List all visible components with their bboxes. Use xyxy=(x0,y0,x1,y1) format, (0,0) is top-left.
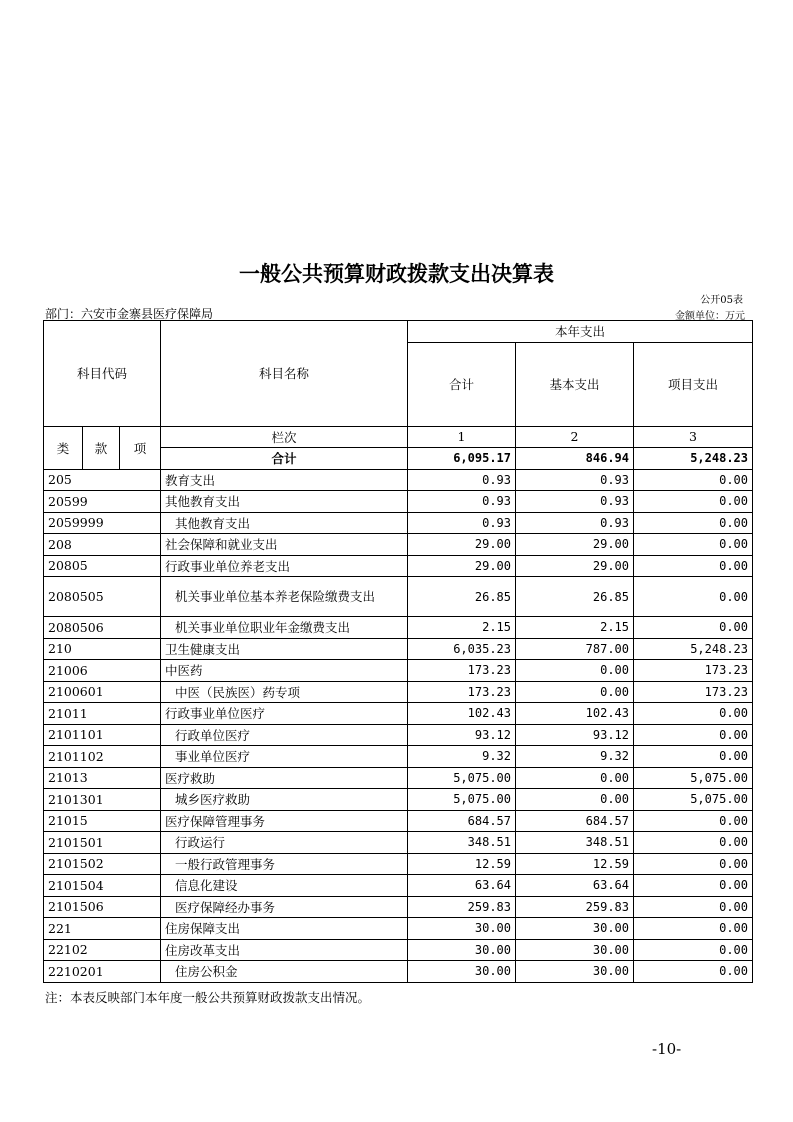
table-row xyxy=(44,469,753,491)
row-name: 住房公积金 xyxy=(161,961,408,983)
total-label: 合计 xyxy=(161,448,408,470)
table-row xyxy=(44,832,753,854)
header-xiang: 项 xyxy=(120,426,161,469)
row-name: 行政运行 xyxy=(161,832,408,854)
table-row xyxy=(44,961,753,983)
row-code: 2210201 xyxy=(44,961,161,983)
header-total: 合计 xyxy=(408,342,516,426)
header-basic: 基本支出 xyxy=(516,342,634,426)
table-row xyxy=(44,660,753,682)
row-project: 5,248.23 xyxy=(634,638,753,660)
table-row xyxy=(44,491,753,513)
row-code: 21015 xyxy=(44,810,161,832)
header-project: 项目支出 xyxy=(634,342,753,426)
row-basic: 787.00 xyxy=(516,638,634,660)
total-amount: 6,095.17 xyxy=(408,448,516,470)
header-column-no: 栏次 xyxy=(161,426,408,448)
row-total: 0.93 xyxy=(408,469,516,491)
header-subject-name: 科目名称 xyxy=(161,321,408,427)
row-basic: 684.57 xyxy=(516,810,634,832)
row-basic: 12.59 xyxy=(516,853,634,875)
column-number-2: 2 xyxy=(516,426,634,448)
table-row xyxy=(44,853,753,875)
row-basic: 2.15 xyxy=(516,617,634,639)
row-name: 事业单位医疗 xyxy=(161,746,408,768)
row-basic: 259.83 xyxy=(516,896,634,918)
row-name: 行政单位医疗 xyxy=(161,724,408,746)
row-basic: 0.93 xyxy=(516,512,634,534)
row-project: 0.00 xyxy=(634,703,753,725)
row-name: 一般行政管理事务 xyxy=(161,853,408,875)
row-basic: 26.85 xyxy=(516,577,634,617)
row-project: 0.00 xyxy=(634,961,753,983)
row-name: 住房改革支出 xyxy=(161,939,408,961)
table-row xyxy=(44,746,753,768)
form-number: 公开05表 xyxy=(700,295,743,306)
row-basic: 30.00 xyxy=(516,961,634,983)
row-basic: 29.00 xyxy=(516,555,634,577)
row-code: 2101502 xyxy=(44,853,161,875)
table-row xyxy=(44,939,753,961)
row-code: 2059999 xyxy=(44,512,161,534)
row-name: 机关事业单位职业年金缴费支出 xyxy=(161,617,408,639)
row-code: 2080506 xyxy=(44,617,161,639)
table-row xyxy=(44,896,753,918)
row-total: 93.12 xyxy=(408,724,516,746)
row-basic: 0.00 xyxy=(516,681,634,703)
row-total: 0.93 xyxy=(408,491,516,513)
row-code: 2100601 xyxy=(44,681,161,703)
page-number: -10- xyxy=(652,1040,682,1058)
row-project: 0.00 xyxy=(634,896,753,918)
row-name: 中医（民族医）药专项 xyxy=(161,681,408,703)
row-basic: 0.93 xyxy=(516,469,634,491)
row-code: 2101102 xyxy=(44,746,161,768)
header-subject-code: 科目代码 xyxy=(44,321,161,427)
row-code: 2101504 xyxy=(44,875,161,897)
row-total: 2.15 xyxy=(408,617,516,639)
row-basic: 93.12 xyxy=(516,724,634,746)
table-row xyxy=(44,534,753,556)
row-name: 其他教育支出 xyxy=(161,491,408,513)
row-code: 210 xyxy=(44,638,161,660)
table-row xyxy=(44,810,753,832)
row-name: 城乡医疗救助 xyxy=(161,789,408,811)
row-basic: 348.51 xyxy=(516,832,634,854)
row-code: 208 xyxy=(44,534,161,556)
row-basic: 0.00 xyxy=(516,767,634,789)
row-code: 21013 xyxy=(44,767,161,789)
row-total: 30.00 xyxy=(408,939,516,961)
row-project: 0.00 xyxy=(634,534,753,556)
row-code: 2101101 xyxy=(44,724,161,746)
table-row xyxy=(44,638,753,660)
row-code: 22102 xyxy=(44,939,161,961)
row-code: 2080505 xyxy=(44,577,161,617)
row-code: 20599 xyxy=(44,491,161,513)
row-project: 0.00 xyxy=(634,853,753,875)
row-project: 0.00 xyxy=(634,875,753,897)
row-total: 0.93 xyxy=(408,512,516,534)
row-basic: 102.43 xyxy=(516,703,634,725)
row-code: 21011 xyxy=(44,703,161,725)
row-total: 12.59 xyxy=(408,853,516,875)
row-name: 信息化建设 xyxy=(161,875,408,897)
row-project: 5,075.00 xyxy=(634,767,753,789)
table-row xyxy=(44,724,753,746)
header-current-year: 本年支出 xyxy=(408,321,753,343)
row-name: 住房保障支出 xyxy=(161,918,408,940)
row-code: 205 xyxy=(44,469,161,491)
table-row xyxy=(44,555,753,577)
table-row xyxy=(44,703,753,725)
row-name: 行政事业单位养老支出 xyxy=(161,555,408,577)
row-total: 173.23 xyxy=(408,681,516,703)
row-total: 348.51 xyxy=(408,832,516,854)
row-basic: 29.00 xyxy=(516,534,634,556)
row-basic: 30.00 xyxy=(516,939,634,961)
row-total: 30.00 xyxy=(408,961,516,983)
row-total: 5,075.00 xyxy=(408,789,516,811)
row-code: 21006 xyxy=(44,660,161,682)
row-total: 63.64 xyxy=(408,875,516,897)
row-project: 0.00 xyxy=(634,491,753,513)
row-total: 102.43 xyxy=(408,703,516,725)
row-basic: 9.32 xyxy=(516,746,634,768)
table-row xyxy=(44,577,753,617)
header-kuan: 款 xyxy=(83,426,120,469)
row-project: 0.00 xyxy=(634,724,753,746)
row-basic: 30.00 xyxy=(516,918,634,940)
amount-unit: 金额单位：万元 xyxy=(675,311,745,322)
total-basic: 846.94 xyxy=(516,448,634,470)
row-code: 20805 xyxy=(44,555,161,577)
row-name: 医疗救助 xyxy=(161,767,408,789)
total-project: 5,248.23 xyxy=(634,448,753,470)
row-total: 29.00 xyxy=(408,555,516,577)
expenditure-table xyxy=(43,320,753,983)
row-name: 医疗保障经办事务 xyxy=(161,896,408,918)
row-code: 2101301 xyxy=(44,789,161,811)
row-project: 173.23 xyxy=(634,681,753,703)
table-note: 注：本表反映部门本年度一般公共预算财政拨款支出情况。 xyxy=(45,990,371,1005)
row-code: 221 xyxy=(44,918,161,940)
row-project: 5,075.00 xyxy=(634,789,753,811)
row-name: 医疗保障管理事务 xyxy=(161,810,408,832)
row-project: 0.00 xyxy=(634,810,753,832)
column-number-1: 1 xyxy=(408,426,516,448)
row-total: 30.00 xyxy=(408,918,516,940)
row-project: 0.00 xyxy=(634,918,753,940)
row-total: 29.00 xyxy=(408,534,516,556)
row-project: 0.00 xyxy=(634,512,753,534)
row-name: 社会保障和就业支出 xyxy=(161,534,408,556)
row-project: 0.00 xyxy=(634,746,753,768)
row-basic: 0.93 xyxy=(516,491,634,513)
row-total: 9.32 xyxy=(408,746,516,768)
header-lei: 类 xyxy=(44,426,83,469)
table-row xyxy=(44,681,753,703)
row-name: 教育支出 xyxy=(161,469,408,491)
row-name: 机关事业单位基本养老保险缴费支出 xyxy=(161,577,408,617)
row-basic: 0.00 xyxy=(516,660,634,682)
row-name: 中医药 xyxy=(161,660,408,682)
row-project: 173.23 xyxy=(634,660,753,682)
row-basic: 0.00 xyxy=(516,789,634,811)
row-basic: 63.64 xyxy=(516,875,634,897)
row-name: 卫生健康支出 xyxy=(161,638,408,660)
row-project: 0.00 xyxy=(634,617,753,639)
row-project: 0.00 xyxy=(634,555,753,577)
row-project: 0.00 xyxy=(634,577,753,617)
table-row xyxy=(44,789,753,811)
row-project: 0.00 xyxy=(634,832,753,854)
row-code: 2101506 xyxy=(44,896,161,918)
table-row xyxy=(44,512,753,534)
row-project: 0.00 xyxy=(634,469,753,491)
row-name: 行政事业单位医疗 xyxy=(161,703,408,725)
row-total: 259.83 xyxy=(408,896,516,918)
row-total: 5,075.00 xyxy=(408,767,516,789)
column-number-3: 3 xyxy=(634,426,753,448)
row-total: 173.23 xyxy=(408,660,516,682)
row-name: 其他教育支出 xyxy=(161,512,408,534)
table-row xyxy=(44,875,753,897)
report-title: 一般公共预算财政拨款支出决算表 xyxy=(239,262,554,286)
row-project: 0.00 xyxy=(634,939,753,961)
row-total: 684.57 xyxy=(408,810,516,832)
table-row xyxy=(44,767,753,789)
row-code: 2101501 xyxy=(44,832,161,854)
table-row xyxy=(44,617,753,639)
row-total: 6,035.23 xyxy=(408,638,516,660)
department-label: 部门：六安市金寨县医疗保障局 xyxy=(45,307,214,321)
row-total: 26.85 xyxy=(408,577,516,617)
table-row xyxy=(44,918,753,940)
